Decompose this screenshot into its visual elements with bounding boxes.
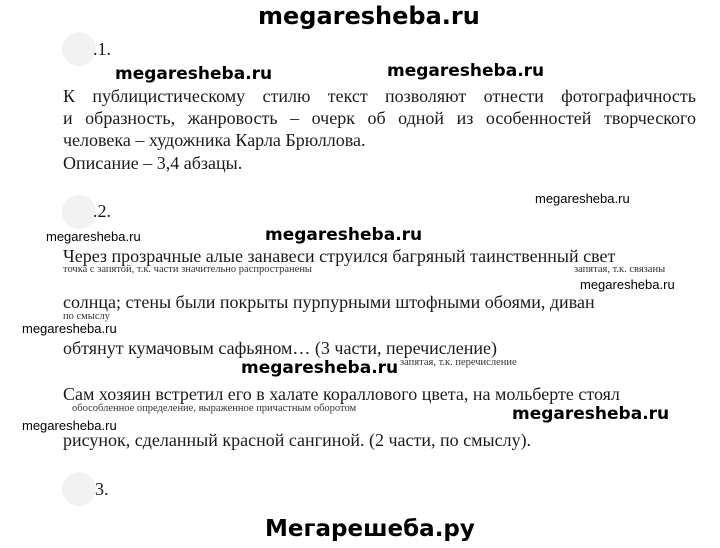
task1-description: Описание – 3,4 абзацы.: [63, 153, 243, 173]
watermark-7: megaresheba.ru: [22, 321, 117, 336]
number-blob: [62, 195, 96, 229]
task3-number: 3.: [95, 479, 109, 499]
watermark-5: megaresheba.ru: [265, 225, 423, 245]
task1-line-3: человека – художника Карла Брюллова.: [63, 130, 366, 150]
watermark-1: megaresheba.ru: [115, 64, 273, 84]
task1-line-1: К публицистическому стилю текст позволяют отнести фотографичность: [63, 86, 696, 106]
task2-note-1-right: запятая, т.к. связаны: [574, 264, 666, 275]
watermark-9: megaresheba.ru: [512, 404, 670, 424]
task2-number: .2.: [93, 201, 111, 221]
watermark-2: megaresheba.ru: [387, 61, 545, 81]
task2-line-2: солнца; стены были покрыты пурпурными штофными обоями, диван: [63, 292, 595, 312]
task2-line-4: Сам хозяин встретил его в халате кораллового цвета, на мольберте стоял: [63, 384, 620, 404]
task2-line-1: Через прозрачные алые занавеси струился багряный таинственный свет: [63, 246, 616, 266]
footer-watermark: Мегарешеба.ру: [265, 516, 475, 542]
task2-note-1-left: точка с запятой, т.к. части значительно распространены: [63, 264, 312, 275]
header-watermark: megaresheba.ru: [258, 2, 480, 30]
task2-note-4: обособленное определение, выраженное причастным оборотом: [72, 403, 357, 414]
task1-number: .1.: [93, 39, 111, 59]
task2-line-3: обтянут кумачовым сафьяном… (3 части, перечисление): [63, 338, 498, 358]
task2-note-2: по смыслу: [63, 311, 111, 322]
watermark-3: megaresheba.ru: [535, 191, 630, 206]
watermark-6: megaresheba.ru: [580, 277, 675, 292]
task2-note-3: запятая, т.к. перечисление: [400, 357, 517, 368]
task2-line-5: рисунок, сделанный красной сангиной. (2 части, по смыслу).: [63, 430, 532, 450]
number-blob: [62, 32, 96, 66]
watermark-4: megaresheba.ru: [46, 229, 141, 244]
task1-line-2: и образность, жанровость – очерк об одной из особенностей творческого: [63, 108, 696, 128]
watermark-8: megaresheba.ru: [241, 358, 399, 378]
number-blob: [62, 472, 96, 506]
watermark-10: megaresheba.ru: [22, 418, 117, 433]
